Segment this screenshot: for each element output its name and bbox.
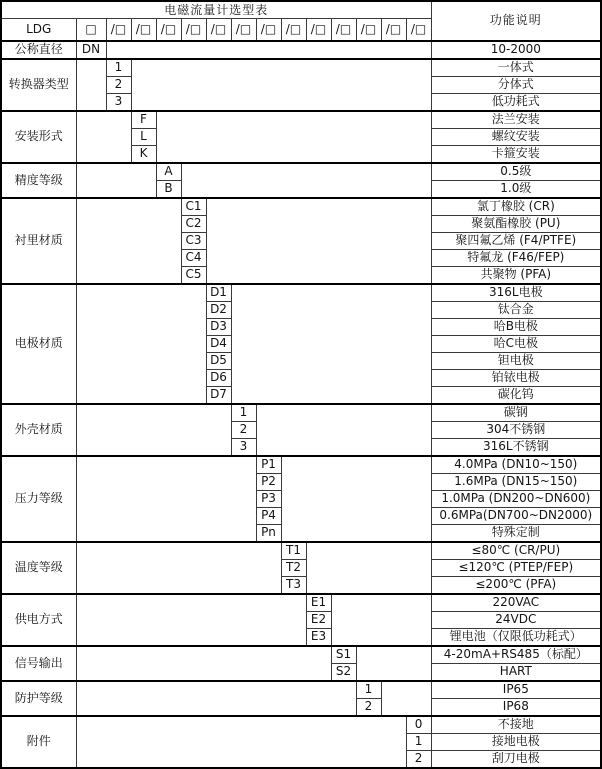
spacer-cell xyxy=(306,542,431,594)
model-code-slot: /□ xyxy=(331,19,356,41)
option-code-cell: D7 xyxy=(206,386,231,404)
spacer-cell xyxy=(76,456,256,542)
option-description-cell: 铂铱电极 xyxy=(431,369,601,386)
function-column-header: 功能说明 xyxy=(431,1,601,41)
option-description-cell: 哈B电极 xyxy=(431,318,601,335)
table-title: 电磁流量计选型表 xyxy=(1,1,431,19)
spacer-cell xyxy=(156,111,431,163)
category-label: 外壳材质 xyxy=(1,404,76,456)
option-code-cell: S1 xyxy=(331,646,356,664)
spacer-cell xyxy=(231,284,431,404)
option-code-cell: 2 xyxy=(406,750,431,768)
spacer-cell xyxy=(356,646,431,681)
spacer-cell xyxy=(76,163,156,198)
option-description-cell: IP68 xyxy=(431,698,601,716)
spacer-cell xyxy=(76,716,406,768)
option-code-cell: D5 xyxy=(206,352,231,369)
option-description-cell: ≤200℃ (PFA) xyxy=(431,576,601,594)
option-description-cell: 氯丁橡胶 (CR) xyxy=(431,198,601,216)
category-label: 衬里材质 xyxy=(1,198,76,284)
option-code-cell: C5 xyxy=(181,266,206,284)
model-code-slot: /□ xyxy=(131,19,156,41)
option-code-cell: 1 xyxy=(356,681,381,699)
option-code-cell: 1 xyxy=(106,59,131,77)
spacer-cell xyxy=(76,198,181,284)
spacer-cell xyxy=(281,456,431,542)
option-description-cell: 碳钢 xyxy=(431,404,601,422)
option-code-cell: C2 xyxy=(181,215,206,232)
option-code-cell: 3 xyxy=(231,438,256,456)
spacer-cell xyxy=(206,198,431,284)
option-description-cell: 不接地 xyxy=(431,716,601,734)
option-code-cell: B xyxy=(156,180,181,198)
spacer-cell xyxy=(181,163,431,198)
option-description-cell: 特氟龙 (F46/FEP) xyxy=(431,249,601,266)
option-code-cell: 2 xyxy=(106,76,131,93)
option-description-cell: 螺纹安装 xyxy=(431,128,601,145)
spacer-cell xyxy=(76,111,131,163)
option-description-cell: ≤120℃ (PTEP/FEP) xyxy=(431,559,601,576)
option-description-cell: 24VDC xyxy=(431,611,601,628)
spacer-cell xyxy=(76,59,106,111)
option-code-cell: E3 xyxy=(306,628,331,646)
option-description-cell: 哈C电极 xyxy=(431,335,601,352)
option-code-cell: P3 xyxy=(256,490,281,507)
category-label: 电极材质 xyxy=(1,284,76,404)
option-code-cell: P4 xyxy=(256,507,281,524)
option-code-cell: T1 xyxy=(281,542,306,560)
model-code-slot: /□ xyxy=(381,19,406,41)
spacer-cell xyxy=(106,41,431,59)
option-code-cell: C1 xyxy=(181,198,206,216)
category-label: 安装形式 xyxy=(1,111,76,163)
category-label: 供电方式 xyxy=(1,594,76,646)
option-description-cell: 0.5级 xyxy=(431,163,601,181)
option-description-cell: 220VAC xyxy=(431,594,601,612)
model-code-slot: /□ xyxy=(356,19,381,41)
option-description-cell: 304不锈钢 xyxy=(431,421,601,438)
option-description-cell: 刮刀电极 xyxy=(431,750,601,768)
category-label: 温度等级 xyxy=(1,542,76,594)
option-code-cell: 0 xyxy=(406,716,431,734)
model-code-slot: /□ xyxy=(306,19,331,41)
option-code-cell: A xyxy=(156,163,181,181)
model-prefix-cell: LDG xyxy=(1,19,76,41)
option-code-cell: 1 xyxy=(406,733,431,750)
option-code-cell: S2 xyxy=(331,663,356,681)
option-description-cell: 法兰安装 xyxy=(431,111,601,129)
model-code-slot: /□ xyxy=(181,19,206,41)
option-code-cell: 2 xyxy=(356,698,381,716)
option-description-cell: 316L电极 xyxy=(431,284,601,302)
option-code-cell: P2 xyxy=(256,473,281,490)
spacer-cell xyxy=(131,59,431,111)
category-label: 精度等级 xyxy=(1,163,76,198)
option-description-cell: 聚氨酯橡胶 (PU) xyxy=(431,215,601,232)
model-code-slot: /□ xyxy=(106,19,131,41)
option-description-cell: 低功耗式 xyxy=(431,93,601,111)
spacer-cell xyxy=(76,646,331,681)
category-label: 防护等级 xyxy=(1,681,76,716)
option-description-cell: ≤80℃ (CR/PU) xyxy=(431,542,601,560)
option-code-cell: D2 xyxy=(206,301,231,318)
option-code-cell: T3 xyxy=(281,576,306,594)
spacer-cell xyxy=(256,404,431,456)
option-code-cell: 2 xyxy=(231,421,256,438)
spacer-cell xyxy=(76,404,231,456)
category-label: 附件 xyxy=(1,716,76,768)
category-label: 转换器类型 xyxy=(1,59,76,111)
model-code-slot: /□ xyxy=(206,19,231,41)
model-code-slot: /□ xyxy=(256,19,281,41)
option-code-cell: E1 xyxy=(306,594,331,612)
option-description-cell: 接地电极 xyxy=(431,733,601,750)
model-code-slot: /□ xyxy=(156,19,181,41)
option-code-cell: C4 xyxy=(181,249,206,266)
option-code-cell: C3 xyxy=(181,232,206,249)
option-description-cell: 1.0MPa (DN200~DN600) xyxy=(431,490,601,507)
option-description-cell: 卡箍安装 xyxy=(431,145,601,163)
option-description-cell: HART xyxy=(431,663,601,681)
option-description-cell: 分体式 xyxy=(431,76,601,93)
spacer-cell xyxy=(381,681,431,716)
option-description-cell: 聚四氟乙烯 (F4/PTFE) xyxy=(431,232,601,249)
option-description-cell: 特殊定制 xyxy=(431,524,601,542)
model-code-slot: □ xyxy=(76,19,106,41)
spacer-cell xyxy=(76,681,356,716)
option-description-cell: 316L不锈钢 xyxy=(431,438,601,456)
option-code-cell: DN xyxy=(76,41,106,59)
option-code-cell: P1 xyxy=(256,456,281,474)
spacer-cell xyxy=(331,594,431,646)
category-label: 信号输出 xyxy=(1,646,76,681)
model-code-slot: /□ xyxy=(231,19,256,41)
option-code-cell: F xyxy=(131,111,156,129)
option-code-cell: D3 xyxy=(206,318,231,335)
spacer-cell xyxy=(76,284,206,404)
option-description-cell: 共聚物 (PFA) xyxy=(431,266,601,284)
option-code-cell: D6 xyxy=(206,369,231,386)
model-code-slot: /□ xyxy=(281,19,306,41)
option-code-cell: 1 xyxy=(231,404,256,422)
option-code-cell: D4 xyxy=(206,335,231,352)
option-description-cell: 一体式 xyxy=(431,59,601,77)
option-description-cell: 碳化钨 xyxy=(431,386,601,404)
option-description-cell: 4-20mA+RS485（标配） xyxy=(431,646,601,664)
option-description-cell: 钽电极 xyxy=(431,352,601,369)
option-description-cell: 1.6MPa (DN15~150) xyxy=(431,473,601,490)
spacer-cell xyxy=(76,594,306,646)
option-code-cell: K xyxy=(131,145,156,163)
option-code-cell: E2 xyxy=(306,611,331,628)
option-description-cell: 10-2000 xyxy=(431,41,601,59)
option-description-cell: 4.0MPa (DN10~150) xyxy=(431,456,601,474)
option-description-cell: 钛合金 xyxy=(431,301,601,318)
option-code-cell: 3 xyxy=(106,93,131,111)
option-description-cell: 锂电池（仅限低功耗式） xyxy=(431,628,601,646)
option-code-cell: L xyxy=(131,128,156,145)
category-label: 压力等级 xyxy=(1,456,76,542)
category-label: 公称直径 xyxy=(1,41,76,59)
option-code-cell: Pn xyxy=(256,524,281,542)
option-code-cell: D1 xyxy=(206,284,231,302)
option-description-cell: 0.6MPa(DN700~DN2000) xyxy=(431,507,601,524)
option-description-cell: IP65 xyxy=(431,681,601,699)
spacer-cell xyxy=(76,542,281,594)
option-code-cell: T2 xyxy=(281,559,306,576)
option-description-cell: 1.0级 xyxy=(431,180,601,198)
model-code-slot: /□ xyxy=(406,19,431,41)
